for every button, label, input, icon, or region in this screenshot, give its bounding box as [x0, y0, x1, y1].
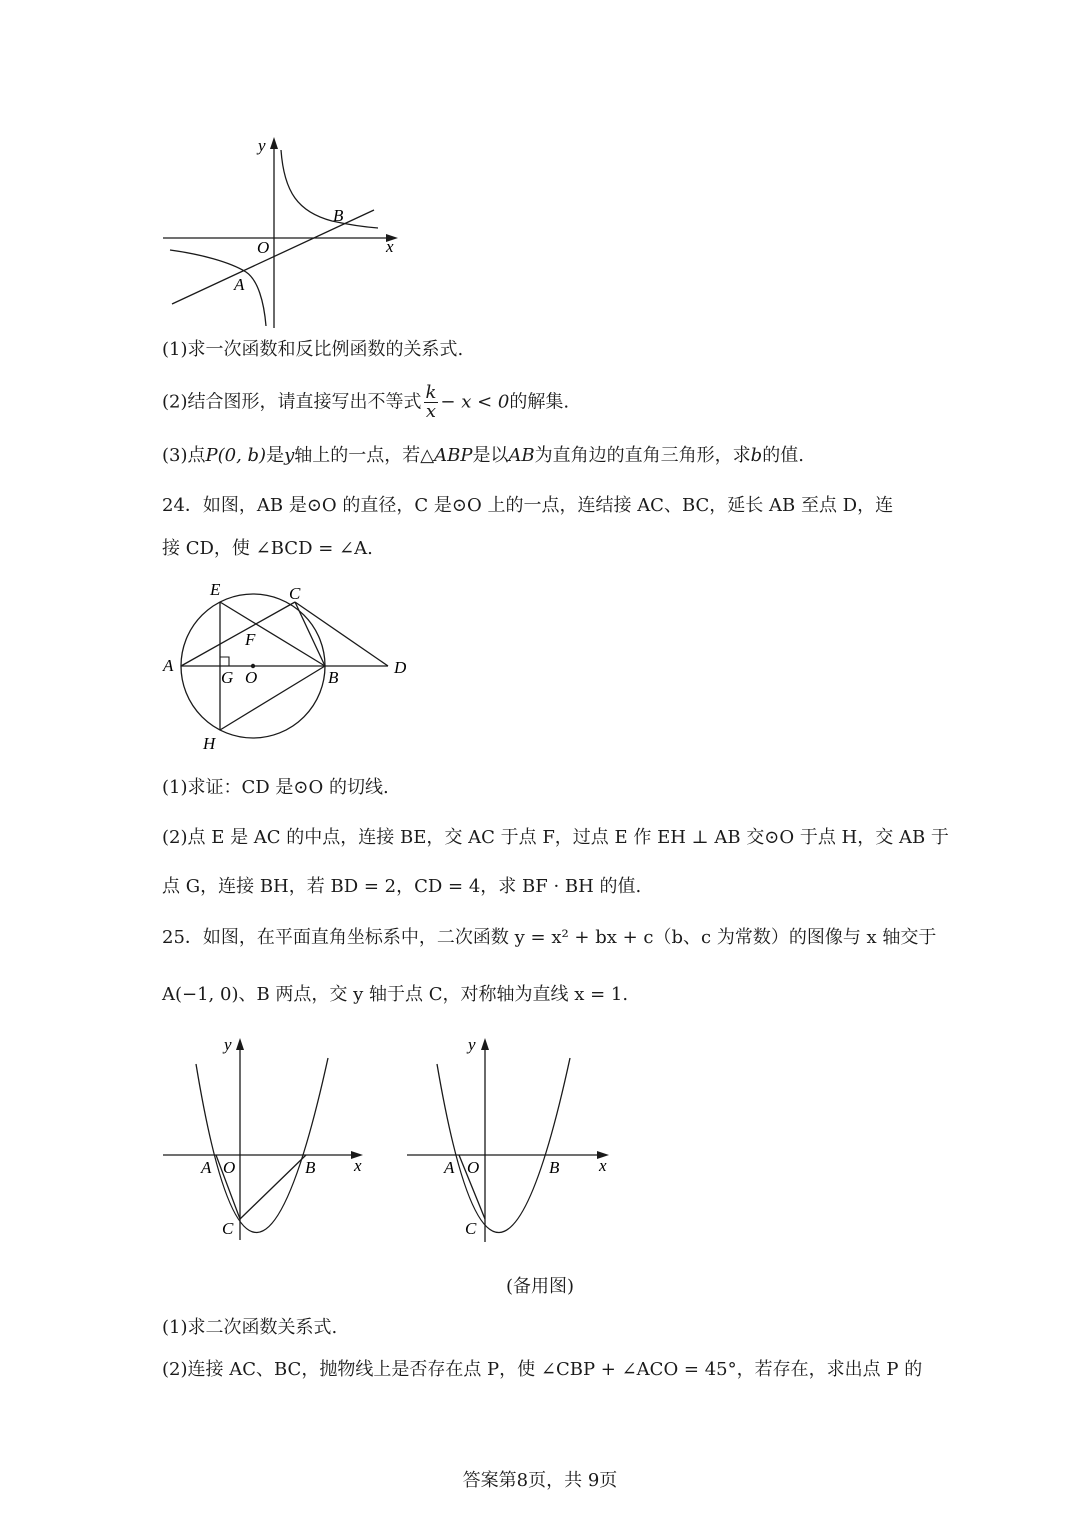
figure-caption: (备用图)	[505, 1276, 575, 1297]
q23-part1: (1)求一次函数和反比例函数的关系式.	[162, 339, 464, 360]
point-b-label: B	[333, 206, 344, 225]
axis-y-label: y	[258, 136, 266, 155]
label-h: H	[203, 734, 216, 753]
q24-part2-line2: 点 G，连接 BH，若 BD = 2，CD = 4，求 BF · BH 的值.	[162, 876, 642, 897]
label-b: B	[305, 1158, 316, 1177]
q23-part3	[162, 444, 804, 468]
inequality: − x < 0	[440, 391, 510, 413]
q24-part1: (1)求证：CD 是⊙O 的切线.	[162, 777, 389, 798]
label-b: B	[549, 1158, 560, 1177]
hyperbola-branch-1	[281, 150, 378, 228]
q23-part3-mid2: 轴上的一点，若	[294, 445, 421, 466]
q23-part3-suffix: 的值.	[762, 445, 804, 466]
q23-part3-mid1: 是	[266, 445, 285, 466]
q25-stem-line2: A(−1, 0)、B 两点，交 y 轴于点 C，对称轴为直线 x = 1.	[162, 984, 629, 1005]
q23-part3-mid4: 为直角边的直角三角形，求	[534, 445, 751, 466]
axis-x-label: x	[386, 237, 394, 256]
label-d: D	[394, 658, 407, 677]
label-o: O	[245, 668, 258, 687]
label-y: y	[468, 1035, 476, 1054]
q23-part2-prefix: (2)结合图形，请直接写出不等式	[162, 391, 422, 413]
q24-stem-line1: 24．如图，AB 是⊙O 的直径，C 是⊙O 上的一点，连结接 AC、BC，延长 AB 至点 D，连	[162, 495, 894, 516]
origin-label: O	[257, 238, 270, 257]
right-angle-mark	[220, 657, 229, 666]
label-x: x	[599, 1156, 607, 1175]
q25-figure-2	[404, 1030, 619, 1245]
q24-part2-line1: (2)点 E 是 AC 的中点，连接 BE，交 AC 于点 F，过点 E 作 EH ⊥ AB 交⊙O 于点 H，交 AB 于	[162, 827, 949, 848]
label-a: A	[201, 1158, 212, 1177]
segment-bc	[240, 1155, 306, 1219]
label-a: A	[444, 1158, 455, 1177]
q23-part2	[162, 384, 569, 421]
q24-stem-line2: 接 CD，使 ∠BCD = ∠A.	[162, 538, 373, 559]
label-o: O	[223, 1158, 236, 1177]
hyperbola-branch-3	[170, 250, 266, 326]
q23-part2-suffix: 的解集.	[509, 391, 570, 413]
label-c: C	[465, 1219, 477, 1238]
parabola	[437, 1058, 570, 1233]
line-bh	[220, 666, 325, 730]
label-a: A	[163, 656, 174, 675]
var-b: b	[750, 445, 763, 466]
label-b: B	[328, 668, 339, 687]
q25-part1: (1)求二次函数关系式.	[162, 1317, 338, 1338]
page-footer: 答案第8页，共 9页	[462, 1470, 618, 1491]
y-axis-arrow	[236, 1038, 244, 1050]
parabola	[196, 1058, 328, 1233]
q23-part3-mid3: 是以	[472, 445, 509, 466]
line-ab	[172, 210, 374, 304]
line-ac	[181, 602, 295, 666]
label-e: E	[210, 580, 221, 599]
label-y: y	[224, 1035, 232, 1054]
frac-numerator: k	[425, 382, 437, 403]
q25-figure-1	[160, 1030, 375, 1245]
segment-ab: AB	[508, 445, 535, 466]
label-c: C	[222, 1219, 234, 1238]
label-x: x	[354, 1156, 362, 1175]
label-f: F	[245, 630, 256, 649]
label-g: G	[221, 668, 234, 687]
fraction-k-over-x	[424, 384, 439, 421]
point-a-label: A	[234, 275, 245, 294]
point-p: P(0, b)	[205, 445, 267, 466]
q23-figure	[160, 132, 410, 332]
y-axis-ref: y	[284, 445, 295, 466]
q25-part2: (2)连接 AC、BC，抛物线上是否存在点 P，使 ∠CBP + ∠ACO = 45°，若存在，求出点 P 的	[162, 1359, 923, 1380]
triangle-abp: △ABP	[420, 445, 473, 466]
y-axis-arrow	[270, 137, 278, 149]
label-o: O	[467, 1158, 480, 1177]
y-axis-arrow	[481, 1038, 489, 1050]
q24-figure	[160, 575, 420, 755]
frac-denominator: x	[425, 401, 437, 422]
label-c: C	[289, 584, 301, 603]
q25-stem-line1: 25．如图，在平面直角坐标系中，二次函数 y = x² + bx + c（b、c 为常数）的图像与 x 轴交于	[162, 927, 937, 948]
q23-part3-prefix: (3)点	[162, 445, 206, 466]
